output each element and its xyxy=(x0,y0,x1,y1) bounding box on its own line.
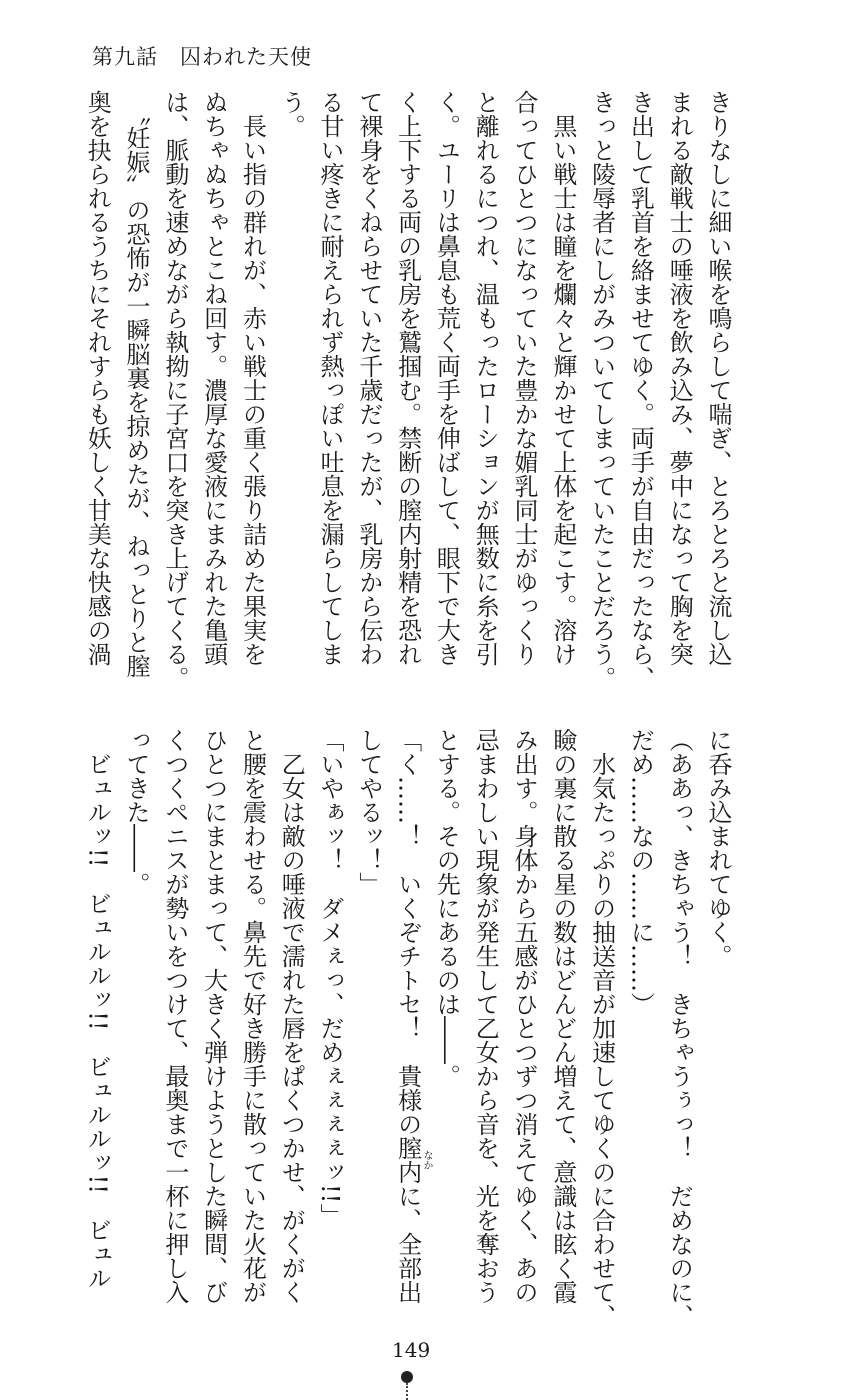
text-column: 瞼の裏に散る星の数はどんどん増えて、意識は眩く霞 xyxy=(548,728,577,1304)
text-column: て裸身をくねらせていた千歳だったが、乳房から伝わ xyxy=(354,90,383,666)
page-number: 149 xyxy=(392,1338,431,1362)
text-column: 合ってひとつになっていた豊かな媚乳同士がゆっくり xyxy=(510,90,539,666)
text-column: きりなしに細い喉を鳴らして喘ぎ、とろとろと流し込 xyxy=(704,90,732,666)
text-column: 長い指の群れが、赤い戦士の重く張り詰めた果実を xyxy=(238,90,267,666)
text-column: 〝妊娠〟の恐怖が一瞬脳裏を掠めたが、ねっとりと膣 xyxy=(122,90,151,678)
text-column: る甘い疼きに耐えられず熱っぽい吐息を漏らしてしま xyxy=(316,90,345,666)
text-column: と離れるにつれ、温もったローションが無数に糸を引 xyxy=(471,90,500,666)
text-column: まれる敵戦士の唾液を飲み込み、夢中になって胸を突 xyxy=(665,90,694,666)
text-column: してやるッ！」 xyxy=(354,728,383,896)
text-column: 忌まわしい現象が発生して乙女から音を、光を奪おう xyxy=(471,728,500,1304)
text-column: とする。その先にあるのは――。 xyxy=(432,728,461,1088)
text-column: だめ……なの……に……） xyxy=(626,728,655,1016)
text-column: ってきた――。 xyxy=(122,728,151,896)
text-column: ぬちゃぬちゃとこね回す。濃厚な愛液にまみれた亀頭 xyxy=(199,90,228,666)
text-column: 乙女は敵の唾液で濡れた唇をぱくつかせ、がくがく xyxy=(277,728,306,1304)
text-column: きっと陵辱者にしがみついてしまっていたことだろう。 xyxy=(587,90,616,690)
text-column: に呑み込まれてゆく。 xyxy=(704,728,732,968)
body-text-lower xyxy=(77,728,737,1333)
text-column: く。ユーリは鼻息も荒く両手を伸ばして、眼下で大き xyxy=(432,90,461,666)
page-marker-line xyxy=(406,1383,408,1400)
chapter-title: 第九話 囚われた天使 xyxy=(92,45,312,69)
text-column: 水気たっぷりの抽送音が加速してゆくのに合わせて、 xyxy=(587,728,616,1328)
text-column: （ああっ、きちゃう！ きちゃうぅっ！ だめなのに、 xyxy=(665,728,694,1328)
text-column: う。 xyxy=(277,90,306,138)
body-text-upper xyxy=(77,90,737,700)
text-column: ビュルッ!! ビュルルッ!! ビュルルッ!! ビュル xyxy=(83,728,112,1290)
text-column: み出す。身体から五感がひとつずつ消えてゆく、あの xyxy=(510,728,539,1304)
text-column: と腰を震わせる。鼻先で好き勝手に散っていた火花が xyxy=(238,728,267,1304)
text-column: き出して乳首を絡ませてゆく。両手が自由だったなら、 xyxy=(626,90,655,690)
text-column: 「く……！ いくぞチトセ！ 貴様の膣内に、全部出 xyxy=(393,728,422,1304)
text-column: 奥を抉られるうちにそれすらも妖しく甘美な快感の渦 xyxy=(83,90,112,666)
text-column: は、脈動を速めながら執拗に子宮口を突き上げてくる。 xyxy=(160,90,189,690)
text-column: ひとつにまとまって、大きく弾けようとした瞬間、び xyxy=(199,728,228,1304)
ruby-annotation: なか xyxy=(421,1150,432,1170)
text-column: 黒い戦士は瞳を爛々と輝かせて上体を起こす。溶け xyxy=(548,90,577,666)
page-marker-dot xyxy=(401,1371,413,1383)
text-column: く上下する両の乳房を鷲掴む。禁断の膣内射精を恐れ xyxy=(393,90,422,666)
text-column: くつくペニスが勢いをつけて、最奥まで一杯に押し入 xyxy=(160,728,189,1304)
text-column: 「いやぁッ！ ダメぇっ、だめぇぇぇぇッ!!」 xyxy=(316,728,345,1228)
